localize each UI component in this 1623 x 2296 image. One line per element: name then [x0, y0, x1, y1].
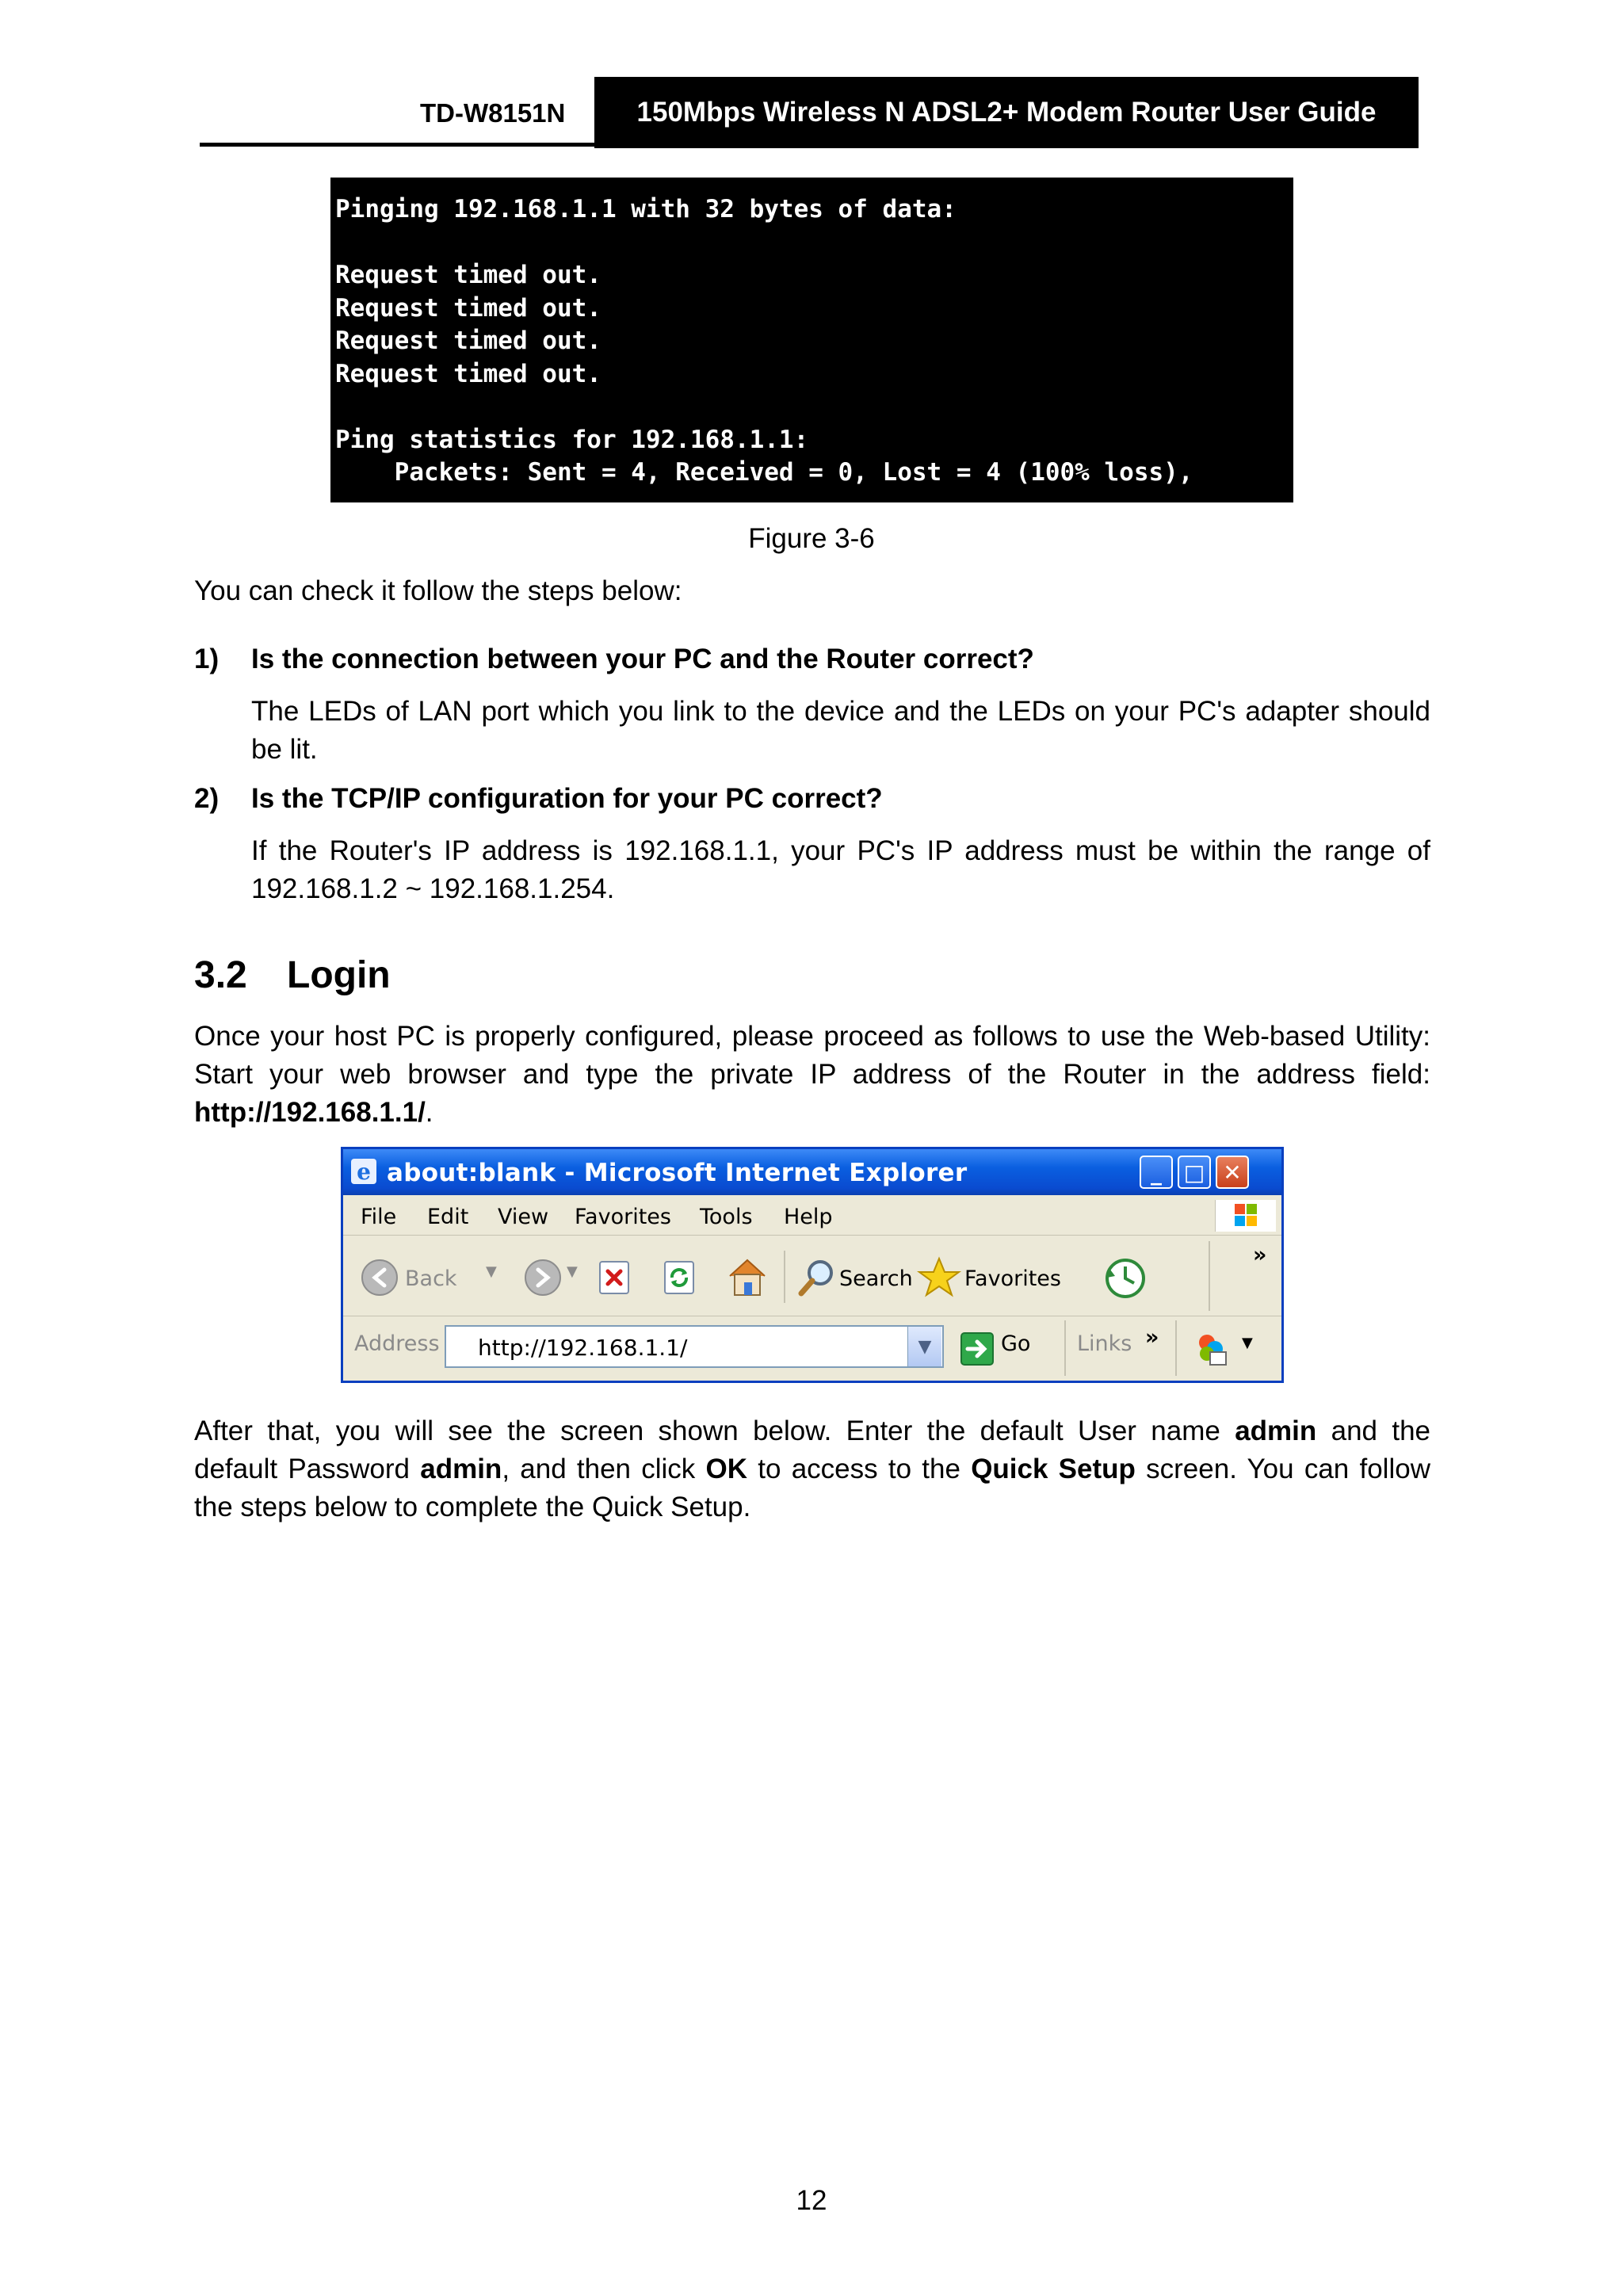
menu-file[interactable]: File	[361, 1205, 397, 1229]
default-username: admin	[1235, 1415, 1317, 1446]
header-guide-title: 150Mbps Wireless N ADSL2+ Modem Router User Guide	[594, 77, 1419, 148]
address-input[interactable]: http://192.168.1.1/	[445, 1325, 944, 1368]
ie-logo-icon	[349, 1157, 378, 1186]
step-question: Is the TCP/IP configuration for your PC correct?	[251, 783, 883, 814]
after-paragraph-line	[194, 1412, 1430, 1450]
menu-help[interactable]: Help	[784, 1205, 833, 1229]
step-question: Is the connection between your PC and the Router correct?	[251, 644, 1034, 674]
history-icon[interactable]	[1104, 1257, 1147, 1300]
toolbar-separator	[1209, 1241, 1210, 1311]
ping-console	[330, 178, 1293, 502]
intro-text: You can check it follow the steps below:	[194, 575, 682, 606]
step-answer-line: be lit.	[251, 734, 318, 765]
forward-dropdown-icon[interactable]: ▼	[567, 1263, 578, 1280]
text-run: to access to the	[747, 1454, 972, 1484]
section-number: 3.2	[194, 954, 247, 996]
back-dropdown-icon[interactable]: ▼	[486, 1263, 497, 1280]
login-paragraph-line: Once your host PC is properly configured, please proceed as follows to use the Web-based Utility:	[194, 1021, 1430, 1052]
address-label: Address	[354, 1331, 440, 1356]
login-paragraph-line: Start your web browser and type the private IP address of the Router in the address field:	[194, 1059, 1430, 1090]
close-button[interactable]: ✕	[1216, 1156, 1249, 1189]
period: .	[425, 1097, 433, 1128]
search-icon[interactable]	[796, 1257, 838, 1298]
svg-text:e: e	[357, 1159, 371, 1185]
step-answer-line: The LEDs of LAN port which you link to the device and the LEDs on your PC's adapter should	[251, 696, 1430, 727]
home-icon[interactable]	[725, 1255, 769, 1298]
quick-setup-term: Quick Setup	[971, 1454, 1136, 1484]
messenger-icon[interactable]	[1193, 1331, 1229, 1366]
browser-window	[341, 1147, 1284, 1383]
header-model: TD-W8151N	[420, 98, 566, 128]
text-run: default Password	[194, 1454, 421, 1484]
back-arrow-icon[interactable]	[361, 1259, 399, 1297]
back-label[interactable]: Back	[405, 1266, 457, 1291]
text-run: screen. You can follow	[1135, 1454, 1430, 1484]
address-separator	[1064, 1320, 1066, 1376]
text-run: and the	[1316, 1415, 1430, 1446]
browser-title: about:blank - Microsoft Internet Explorer	[387, 1159, 968, 1187]
menu-view[interactable]: View	[498, 1205, 549, 1229]
ok-term: OK	[705, 1454, 748, 1484]
text-run: After that, you will see the screen shown below. Enter the default User name	[194, 1415, 1235, 1446]
router-url: http://192.168.1.1/	[194, 1097, 426, 1128]
after-paragraph-line: the steps below to complete the Quick Setup.	[194, 1492, 751, 1522]
refresh-icon[interactable]	[662, 1259, 697, 1297]
toolbar-chevron-icon[interactable]: »	[1253, 1243, 1267, 1267]
toolbar	[343, 1236, 1281, 1316]
menu-bar	[343, 1195, 1281, 1236]
messenger-dropdown-icon[interactable]: ▼	[1242, 1335, 1253, 1351]
step-number: 1)	[194, 644, 220, 674]
default-password: admin	[420, 1454, 502, 1484]
go-arrow-icon[interactable]	[960, 1331, 995, 1366]
header-rule	[200, 143, 1419, 147]
console-line: Request timed out.	[335, 327, 601, 355]
links-chevron-icon[interactable]: »	[1145, 1325, 1159, 1350]
menu-edit[interactable]: Edit	[427, 1205, 469, 1229]
page-number: 12	[796, 2185, 827, 2216]
go-label[interactable]: Go	[1001, 1331, 1031, 1356]
console-line	[335, 391, 1293, 424]
stop-icon[interactable]	[597, 1259, 632, 1297]
address-dropdown-icon[interactable]: ▼	[907, 1327, 941, 1366]
search-label[interactable]: Search	[839, 1266, 913, 1291]
console-line: Pinging 192.168.1.1 with 32 bytes of data:	[335, 195, 957, 223]
favorites-star-icon[interactable]	[917, 1255, 961, 1300]
menu-favorites[interactable]: Favorites	[575, 1205, 671, 1229]
links-label[interactable]: Links	[1077, 1331, 1132, 1356]
section-title: Login	[287, 954, 391, 996]
figure-caption: Figure 3-6	[748, 523, 875, 554]
console-line: Request timed out.	[335, 261, 601, 289]
address-separator	[1175, 1320, 1177, 1376]
address-bar	[343, 1317, 1281, 1381]
step-number: 2)	[194, 783, 220, 814]
browser-title-bar	[343, 1149, 1281, 1195]
console-line: Ping statistics for 192.168.1.1:	[335, 425, 809, 454]
forward-arrow-icon[interactable]	[524, 1259, 562, 1297]
step-answer-line: 192.168.1.2 ~ 192.168.1.254.	[251, 873, 615, 904]
menu-tools[interactable]: Tools	[700, 1205, 753, 1229]
console-line	[335, 227, 1293, 260]
toolbar-separator	[784, 1251, 785, 1303]
console-line: Packets: Sent = 4, Received = 0, Lost = 4 (100% loss),	[335, 458, 1193, 487]
favorites-label[interactable]: Favorites	[964, 1266, 1061, 1291]
minimize-button[interactable]: _	[1140, 1156, 1173, 1189]
maximize-button[interactable]: □	[1178, 1156, 1211, 1189]
console-line: Request timed out.	[335, 359, 601, 388]
login-paragraph-line	[194, 1094, 1430, 1132]
step-answer-line: If the Router's IP address is 192.168.1.1, your PC's IP address must be within the range of	[251, 835, 1430, 866]
windows-flag-icon	[1215, 1200, 1276, 1232]
after-paragraph-line	[194, 1450, 1430, 1488]
text-run: , and then click	[502, 1454, 706, 1484]
console-line: Request timed out.	[335, 293, 601, 323]
